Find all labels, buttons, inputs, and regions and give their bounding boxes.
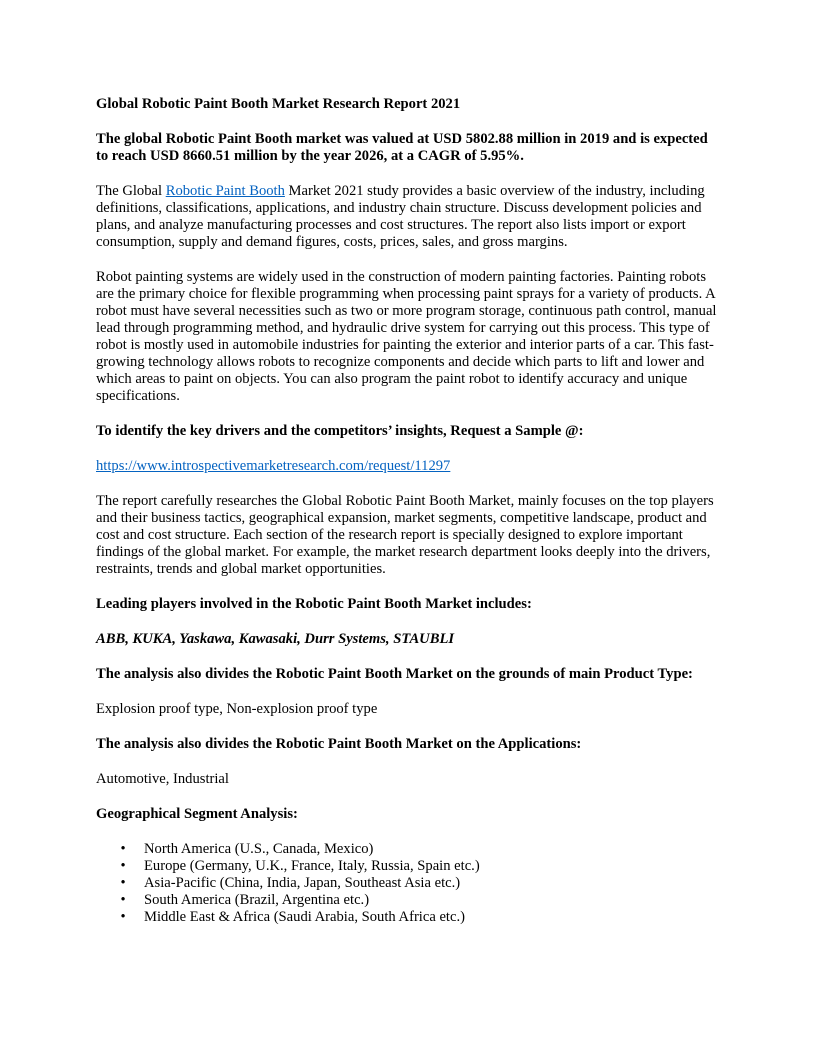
document-page	[96, 96, 720, 926]
bullet-icon: •	[120, 858, 126, 874]
document-title: Global Robotic Paint Booth Market Research Report 2021	[96, 96, 461, 112]
product-types: Explosion proof type, Non-explosion proof type	[96, 701, 378, 717]
list-item	[96, 875, 720, 892]
bullet-icon: •	[120, 875, 126, 891]
region-label: Europe (Germany, U.K., France, Italy, Russia, Spain etc.)	[144, 858, 480, 874]
list-item	[96, 909, 720, 926]
report-paragraph: The report carefully researches the Global Robotic Paint Booth Market, mainly focuses on the top players and their business tactics, geographical expansion, market segments, competitive landscape, product and cost and cost structure. Each section of the research report is specially designed to explore important findings of the global market. For example, the market research department looks deeply into the drivers, restraints, trends and global market opportunities.	[96, 493, 714, 577]
regions-list	[96, 841, 720, 926]
list-item	[96, 841, 720, 858]
headline: The global Robotic Paint Booth market was valued at USD 5802.88 million in 2019 and is expected to reach USD 8660.51 million by the year 2026, at a CAGR of 5.95%.	[96, 131, 708, 164]
region-label: Asia-Pacific (China, India, Japan, Southeast Asia etc.)	[144, 875, 461, 891]
request-sample-link[interactable]: https://www.introspectivemarketresearch.com/request/11297	[96, 458, 451, 474]
geo-heading: Geographical Segment Analysis:	[96, 806, 298, 822]
region-label: South America (Brazil, Argentina etc.)	[144, 892, 370, 908]
bullet-icon: •	[120, 841, 126, 857]
intro-text-after: Market 2021 study provides a basic overview of the industry, including definitions, classifications, applications, and industry chain structure. Discuss development policies and plans, and analyze manufacturing processes and cost structures. The report also lists import or export consumption, supply and demand figures, costs, prices, sales, and gross margins.	[96, 183, 705, 250]
bullet-icon: •	[120, 909, 126, 925]
players-heading: Leading players involved in the Robotic Paint Booth Market includes:	[96, 596, 532, 612]
robotic-paint-booth-link[interactable]: Robotic Paint Booth	[165, 183, 285, 199]
sample-link-paragraph	[96, 458, 720, 475]
applications: Automotive, Industrial	[96, 771, 229, 787]
list-item	[96, 892, 720, 909]
product-type-heading: The analysis also divides the Robotic Paint Booth Market on the grounds of main Product Type:	[96, 666, 693, 682]
intro-text-before: The Global	[96, 183, 166, 199]
region-label: Middle East & Africa (Saudi Arabia, South Africa etc.)	[144, 909, 465, 925]
robots-paragraph: Robot painting systems are widely used in the construction of modern painting factories. Painting robots are the primary choice for flexible programming when processing paint sprays for a variety of products. A robot must have several necessities such as two or more program storage, continuous path control, manual lead through programming method, and hydraulic drive system for carrying out this process. This type of robot is mostly used in automobile industries for painting the exterior and interior parts of a car. This fast-growing technology allows robots to recognize components and decide which parts to lift and lower and which areas to paint on objects. You can also program the paint robot to identify accuracy and unique specifications.	[96, 269, 717, 404]
intro-paragraph	[96, 183, 720, 251]
list-item	[96, 858, 720, 875]
bullet-icon: •	[120, 892, 126, 908]
sample-heading: To identify the key drivers and the competitors’ insights, Request a Sample @:	[96, 423, 584, 439]
players-list: ABB, KUKA, Yaskawa, Kawasaki, Durr Systems, STAUBLI	[96, 631, 455, 647]
applications-heading: The analysis also divides the Robotic Paint Booth Market on the Applications:	[96, 736, 582, 752]
region-label: North America (U.S., Canada, Mexico)	[144, 841, 374, 857]
